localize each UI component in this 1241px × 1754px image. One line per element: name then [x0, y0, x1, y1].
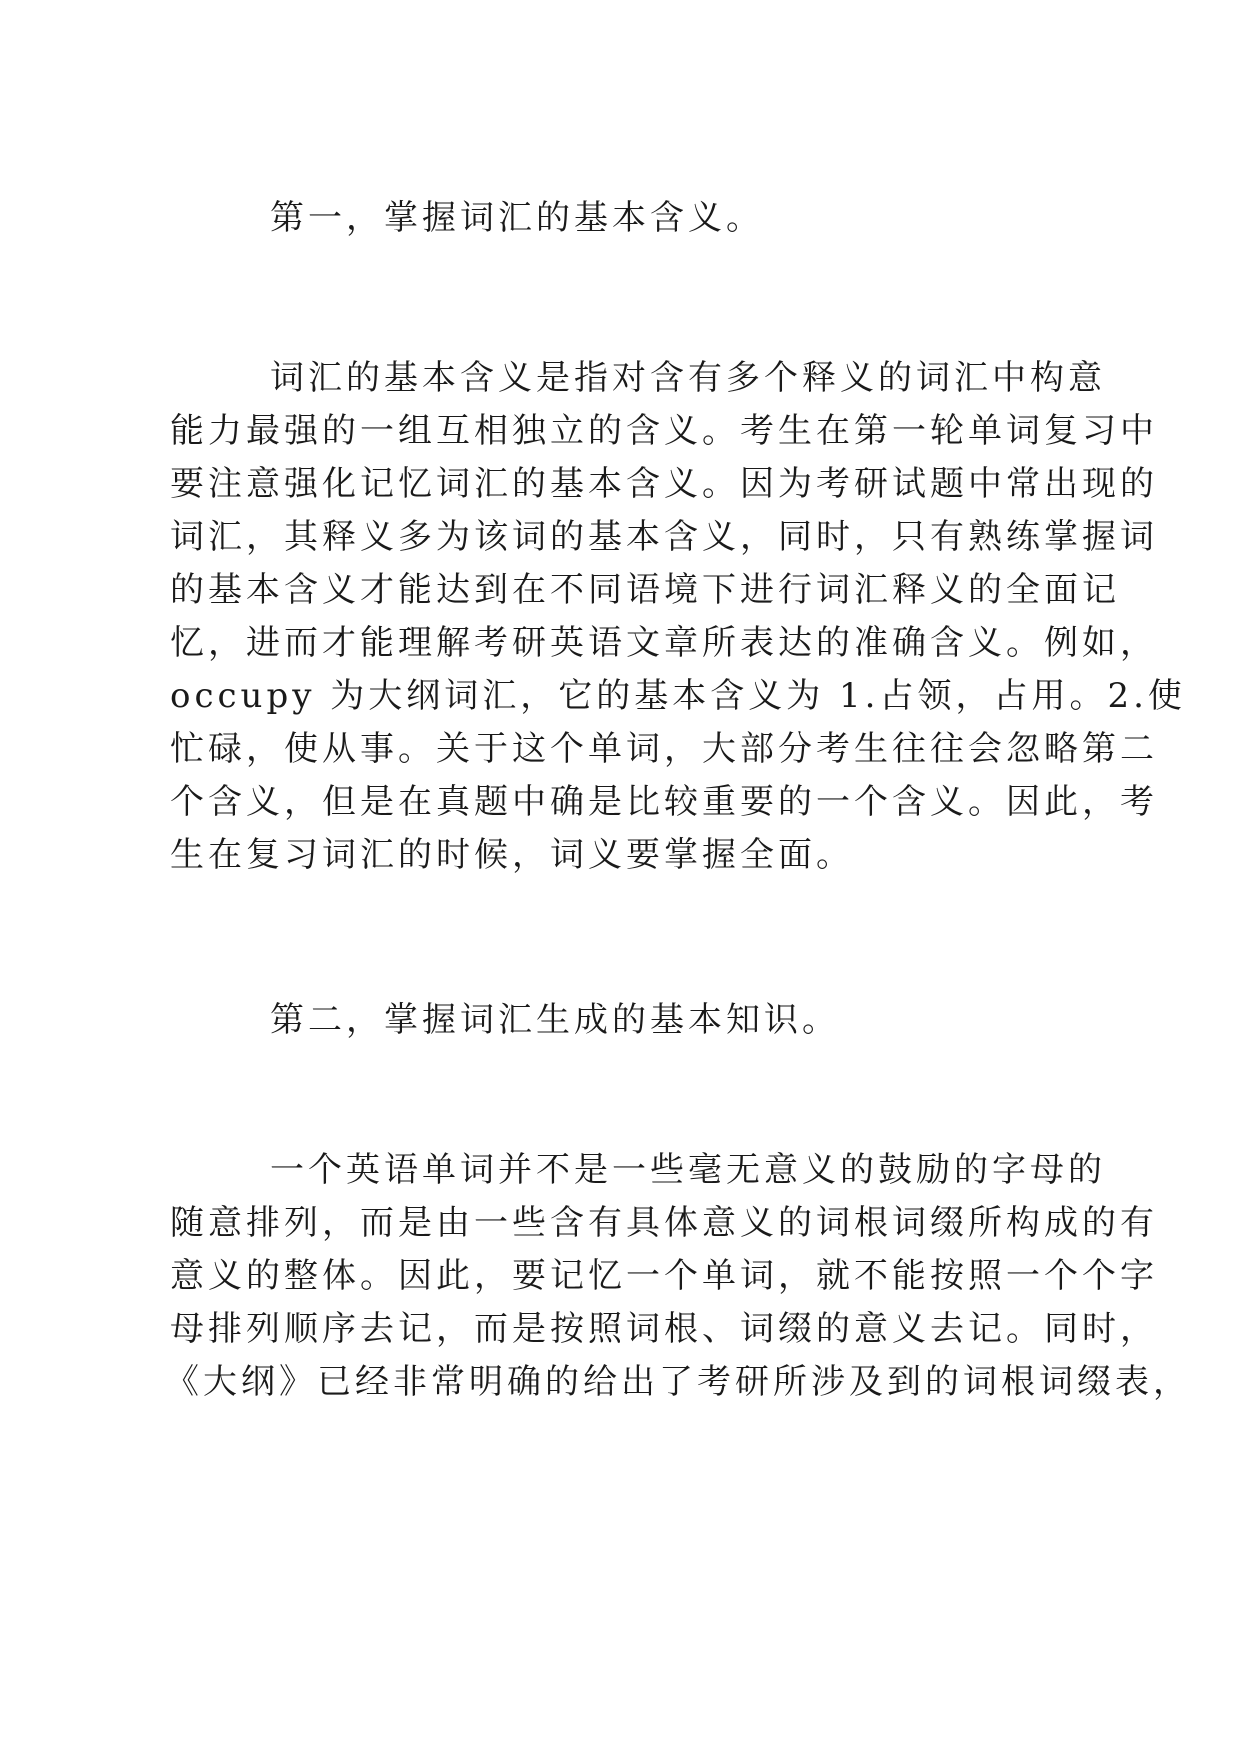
section-1-paragraph-line: 个含义，但是在真题中确是比较重要的一个含义。因此，考: [170, 782, 1158, 822]
section-1-paragraph-line: 词汇，其释义多为该词的基本含义，同时，只有熟练掌握词: [170, 517, 1158, 557]
section-1-paragraph-line: 的基本含义才能达到在不同语境下进行词汇释义的全面记: [170, 570, 1120, 610]
section-2-paragraph-line: 意义的整体。因此，要记忆一个单词，就不能按照一个个字: [170, 1256, 1158, 1296]
section-2-paragraph-line: 《大纲》已经非常明确的给出了考研所涉及到的词根词缀表，: [165, 1362, 1191, 1402]
section-1-paragraph-line: 忆，进而才能理解考研英语文章所表达的准确含义。例如，: [170, 623, 1158, 663]
section-1-paragraph-line: 生在复习词汇的时候，词义要掌握全面。: [170, 835, 854, 875]
section-2-paragraph-line: 一个英语单词并不是一些毫无意义的鼓励的字母的: [270, 1150, 1106, 1190]
section-2-heading: 第二，掌握词汇生成的基本知识。: [270, 1000, 840, 1040]
section-1-paragraph-line: occupy 为大纲词汇，它的基本含义为 1.占领，占用。2.使: [170, 676, 1186, 716]
section-1-heading: 第一，掌握词汇的基本含义。: [270, 198, 764, 238]
section-1-paragraph-line: 忙碌，使从事。关于这个单词，大部分考生往往会忽略第二: [170, 729, 1158, 769]
section-1-paragraph-line: 要注意强化记忆词汇的基本含义。因为考研试题中常出现的: [170, 464, 1158, 504]
section-2-paragraph-line: 随意排列，而是由一些含有具体意义的词根词缀所构成的有: [170, 1203, 1158, 1243]
section-1-paragraph-line: 能力最强的一组互相独立的含义。考生在第一轮单词复习中: [170, 411, 1158, 451]
section-2-paragraph-line: 母排列顺序去记，而是按照词根、词缀的意义去记。同时，: [170, 1309, 1158, 1349]
section-1-paragraph-line: 词汇的基本含义是指对含有多个释义的词汇中构意: [270, 358, 1106, 398]
